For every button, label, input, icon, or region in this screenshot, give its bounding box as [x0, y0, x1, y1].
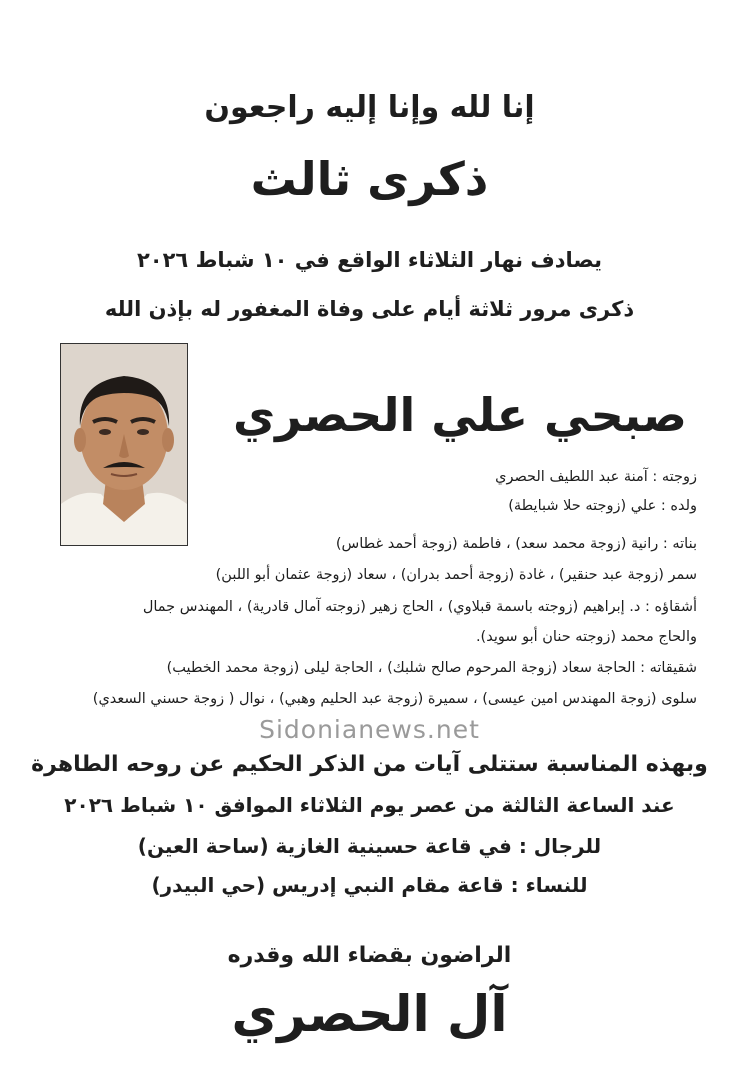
memorial-title: ذكرى ثالث: [250, 152, 489, 206]
family-line-daughters: بناته : رانية (زوجة محمد سعد) ، فاطمة (زوجة أحمد غطاس): [335, 536, 697, 552]
family-line-brothers: أشقاؤه : د. إبراهيم (زوجته باسمة قبلاوي) ، الحاج زهير (زوجته آمال قادرية) ، المهندس جمال: [142, 599, 697, 615]
family-line-daughters-cont: سمر (زوجة عبد حنقير) ، غادة (زوجة أحمد بدران) ، سعاد (زوجة عثمان أبو اللبن): [215, 567, 697, 583]
family-name: آل الحصري: [231, 985, 508, 1043]
family-line-son: ولده : علي (زوجته حلا شبايطة): [508, 498, 697, 514]
family-line-sisters-cont: سلوى (زوجة المهندس امين عيسى) ، سميرة (زوجة عبد الحليم وهبي) ، نوال ( زوجة حسني السعدي): [92, 691, 697, 707]
deceased-name: صبحي علي الحصري: [233, 388, 687, 442]
date-line: يصادف نهار الثلاثاء الواقع في ١٠ شباط ٢٠٢٦: [136, 248, 603, 272]
announcement-line-men: للرجال : في قاعة حسينية الغازية (ساحة العين): [137, 834, 602, 858]
announcement-line-time: عند الساعة الثالثة من عصر يوم الثلاثاء الموافق ١٠ شباط ٢٠٢٦: [64, 793, 675, 817]
family-line-wife: زوجته : آمنة عبد اللطيف الحصري: [495, 469, 697, 485]
family-line-sisters: شقيقاته : الحاجة سعاد (زوجة المرحوم صالح شلبك) ، الحاجة ليلى (زوجة محمد الخطيب): [166, 660, 697, 676]
family-line-brothers-cont: والحاج محمد (زوجته حنان أبو سويد).: [475, 629, 697, 645]
closing-line: الراضون بقضاء الله وقدره: [227, 943, 512, 968]
intro-line: ذكرى مرور ثلاثة أيام على وفاة المغفور له بإذن الله: [104, 297, 635, 321]
watermark: Sidonianews.net: [259, 715, 480, 744]
quran-verse: إنا لله وإنا إليه راجعون: [204, 90, 535, 125]
announcement-line-women: للنساء : قاعة مقام النبي إدريس (حي البيدر): [151, 873, 588, 897]
announcement-line-quran: وبهذه المناسبة ستتلى آيات من الذكر الحكيم عن روحه الطاهرة: [31, 752, 708, 777]
